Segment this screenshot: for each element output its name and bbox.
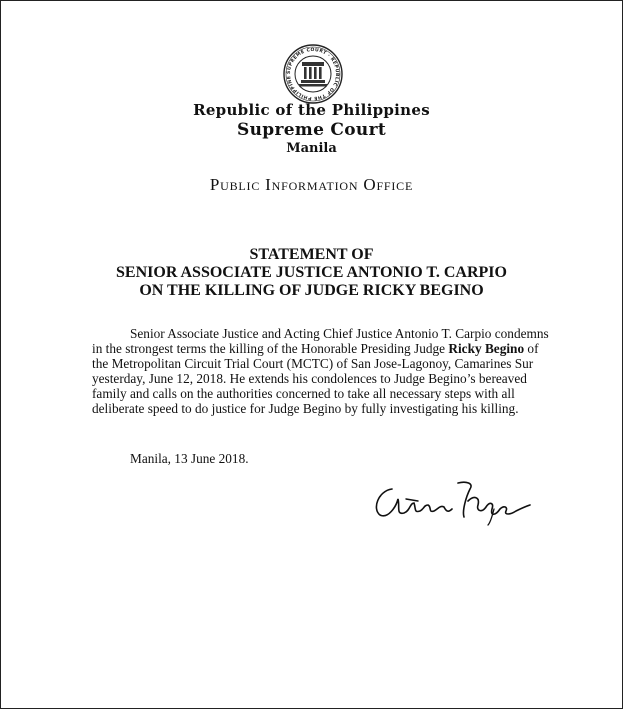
body-part-2: of the Metropolitan Circuit Trial Court (MCTC) of San Jose-Lagonoy, Camarines Sur yesterday, June 12, 2018. He extends his condolences to Judge Begino’s bereaved family and calls on the authorities concerned to take all necessary steps with all deliberate speed to do justice for Judge Begino by fully investigating his killing. bbox=[92, 341, 539, 416]
republic-heading: Republic of the Philippines bbox=[193, 101, 430, 119]
signature-icon bbox=[370, 477, 540, 527]
body-part-1: Senior Associate Justice and Acting Chief Justice Antonio T. Carpio condemns in the strongest terms the killing of the Honorable Presiding Judge bbox=[92, 326, 549, 356]
statement-body bbox=[92, 326, 552, 416]
city-heading: Manila bbox=[286, 141, 337, 156]
statement-title-line-1: STATEMENT OF bbox=[249, 246, 374, 263]
court-heading: Supreme Court bbox=[237, 120, 386, 140]
office-name: Public Information Office bbox=[209, 175, 414, 194]
page-border-top bbox=[0, 0, 623, 1]
statement-title-line-2: SENIOR ASSOCIATE JUSTICE ANTONIO T. CARPIO bbox=[116, 264, 507, 281]
supreme-court-seal-icon bbox=[283, 44, 343, 104]
dateline: Manila, 13 June 2018. bbox=[130, 451, 249, 466]
statement-title-line-3: ON THE KILLING OF JUDGE RICKY BEGINO bbox=[139, 282, 484, 299]
judge-name: Ricky Begino bbox=[448, 341, 525, 356]
svg-text:SUPREME COURT · REPUBLIC OF TH: SUPREME COURT · REPUBLIC OF THE PHILIPPINE bbox=[286, 47, 340, 101]
